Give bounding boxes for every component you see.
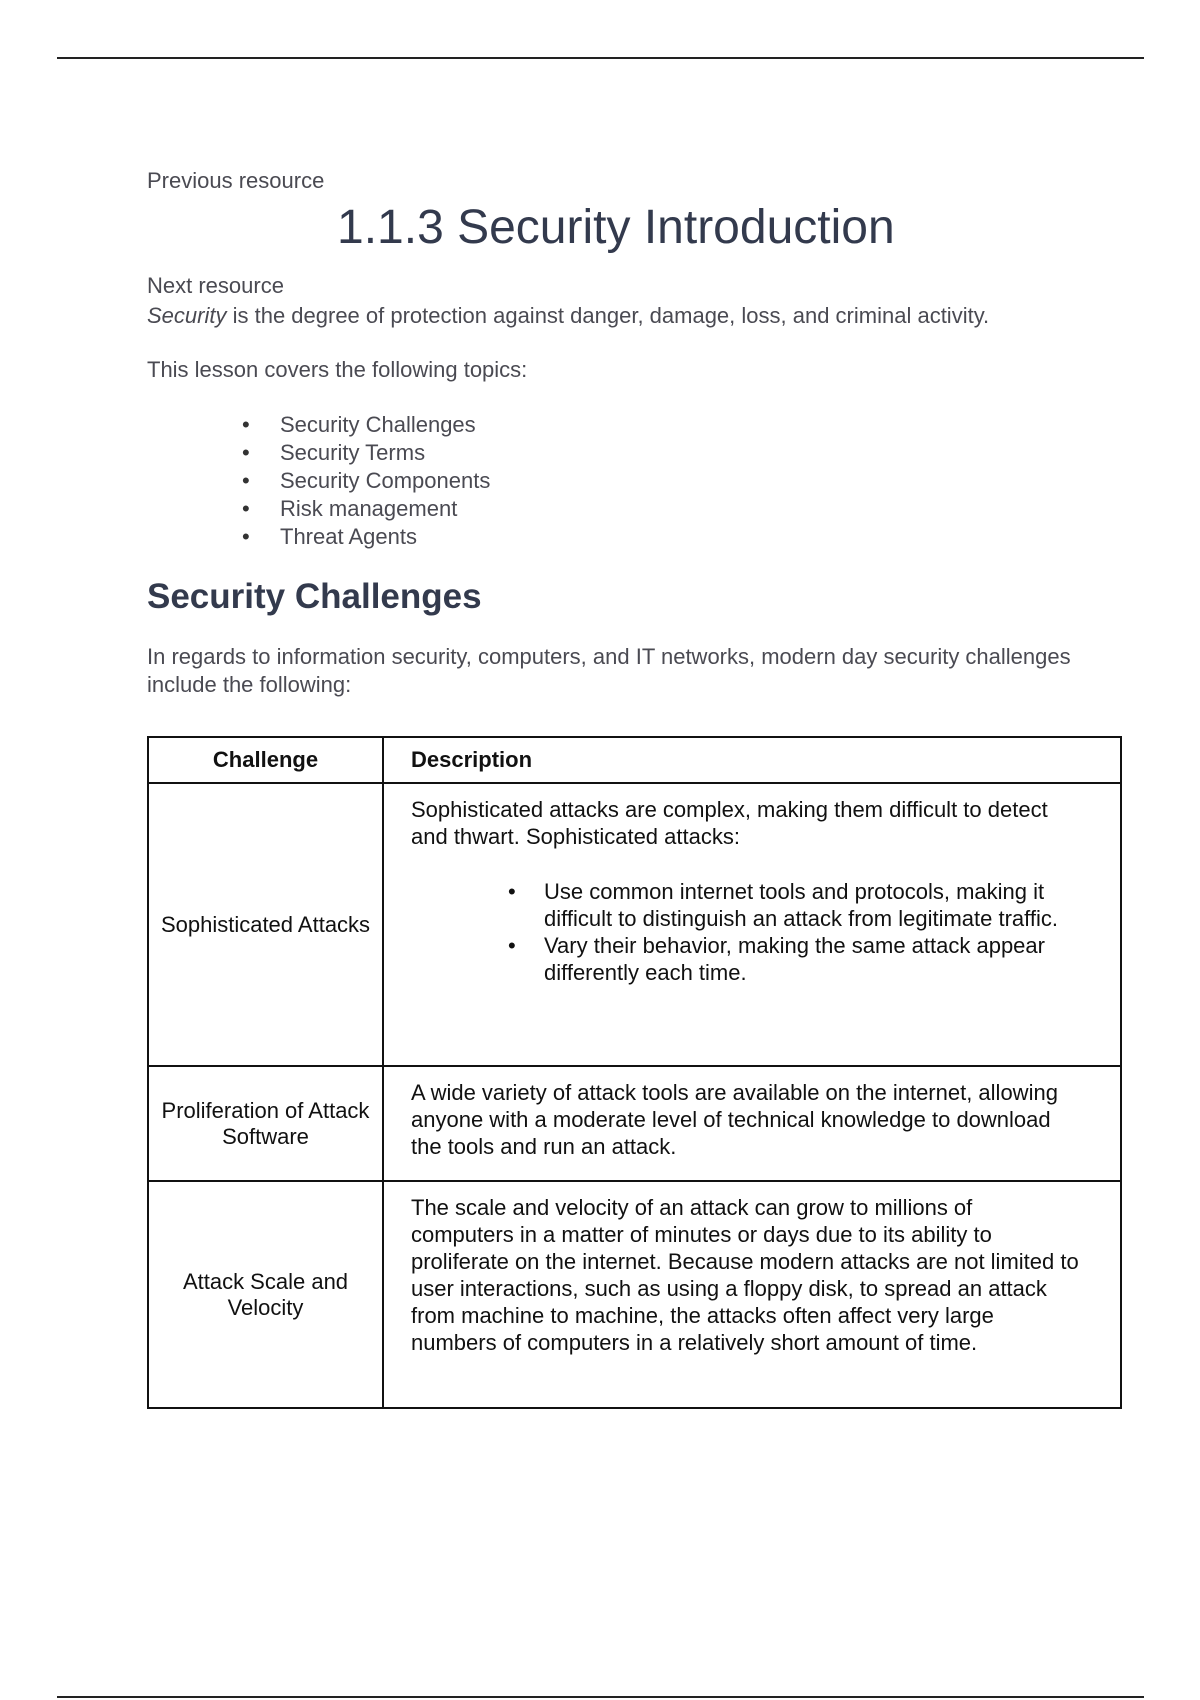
page-top-rule: [57, 57, 1144, 59]
description-text: Sophisticated attacks are complex, making them difficult to detect and thwart. Sophisticated attacks:: [411, 797, 1048, 849]
topics-lead: This lesson covers the following topics:: [147, 357, 528, 383]
column-header-challenge: Challenge: [148, 737, 383, 783]
challenge-cell: Attack Scale and Velocity: [148, 1181, 383, 1408]
intro-definition: is the degree of protection against danger, damage, loss, and criminal activity.: [226, 302, 990, 328]
intro-paragraph: [147, 302, 1127, 330]
topic-item: • Security Components: [147, 467, 1127, 495]
table-row: [148, 1181, 1121, 1408]
section-lead: In regards to information security, computers, and IT networks, modern day security challenges include the following:: [147, 643, 1071, 697]
challenge-cell: Proliferation of Attack Software: [148, 1066, 383, 1181]
section-heading: Security Challenges: [147, 576, 482, 616]
topic-item: • Security Challenges: [147, 411, 1127, 439]
page-bottom-rule: [57, 1696, 1144, 1698]
page-title: 1.1.3 Security Introduction: [337, 201, 895, 254]
table-header-row: [148, 737, 1121, 783]
description-bullet: • Vary their behavior, making the same attack appear differently each time.: [411, 932, 1080, 986]
challenge-cell: Sophisticated Attacks: [148, 783, 383, 1066]
challenges-table: [147, 736, 1122, 1409]
table-row: [148, 1066, 1121, 1181]
next-resource-link[interactable]: Next resource: [147, 272, 284, 298]
description-cell: [383, 1181, 1121, 1408]
topic-item: • Security Terms: [147, 439, 1127, 467]
description-cell: [383, 1066, 1121, 1181]
document-content: [147, 170, 1127, 699]
intro-term: Security: [147, 302, 227, 328]
description-bullets: [411, 878, 1080, 986]
column-header-description: Description: [383, 737, 1121, 783]
topics-list: [147, 411, 1127, 551]
description-cell: [383, 783, 1121, 1066]
description-text: The scale and velocity of an attack can grow to millions of computers in a matter of minutes or days due to its ability to proliferate on the internet. Because modern attacks are not limited to user interactions, such as using a floppy disk, to spread an attack from machine to machine, the attacks often affect very large numbers of computers in a relatively short amount of time.: [411, 1195, 1079, 1355]
description-text: A wide variety of attack tools are available on the internet, allowing anyone with a moderate level of technical knowledge to download the tools and run an attack.: [411, 1080, 1058, 1159]
description-bullet: • Use common internet tools and protocols, making it difficult to distinguish an attack from legitimate traffic.: [411, 878, 1080, 932]
topic-item: • Risk management: [147, 495, 1127, 523]
previous-resource-link[interactable]: Previous resource: [147, 168, 325, 193]
topic-item: • Threat Agents: [147, 523, 1127, 551]
table-row: [148, 783, 1121, 1066]
